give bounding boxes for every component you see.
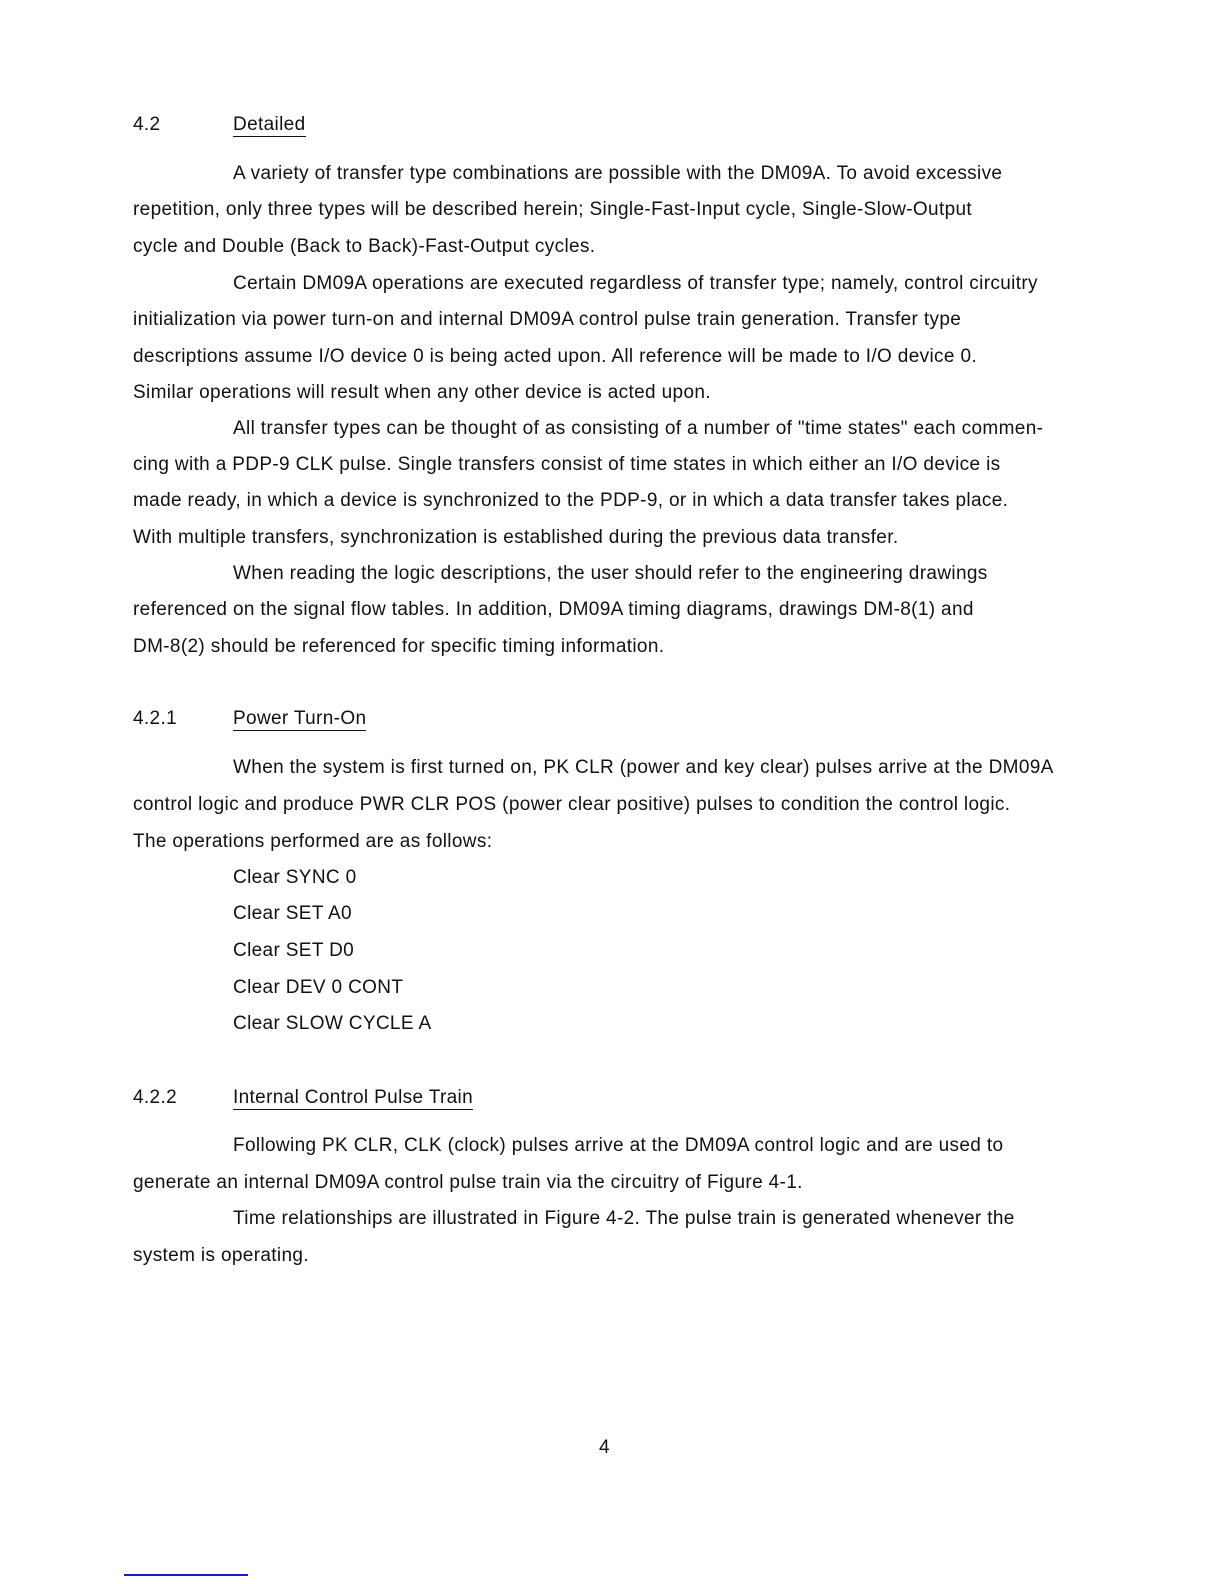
paragraph-line: Similar operations will result when any other device is acted upon.	[133, 382, 711, 403]
section-title: Internal Control Pulse Train	[233, 1087, 474, 1108]
paragraph-line: DM-8(2) should be referenced for specific timing information.	[133, 636, 665, 657]
list-item: Clear SET D0	[233, 940, 355, 961]
paragraph-line: cing with a PDP-9 CLK pulse. Single transfers consist of time states in which either an I/O device is	[133, 454, 1001, 475]
paragraph-line: Certain DM09A operations are executed regardless of transfer type; namely, control circuitry	[233, 273, 1038, 294]
list-item: Clear DEV 0 CONT	[233, 977, 404, 998]
paragraph-line: Following PK CLR, CLK (clock) pulses arrive at the DM09A control logic and are used to	[233, 1135, 1004, 1156]
list-item: Clear SLOW CYCLE A	[233, 1013, 432, 1034]
section-number: 4.2.2	[133, 1087, 178, 1108]
paragraph-line: All transfer types can be thought of as consisting of a number of "time states" each commen-	[233, 418, 1044, 439]
section-title: Detailed	[233, 114, 306, 135]
paragraph-line: cycle and Double (Back to Back)-Fast-Output cycles.	[133, 236, 596, 257]
section-number: 4.2	[133, 114, 161, 135]
paragraph-line: referenced on the signal flow tables. In addition, DM09A timing diagrams, drawings DM-8(1) and	[133, 599, 974, 620]
list-item: Clear SYNC 0	[233, 867, 357, 888]
paragraph-line: Time relationships are illustrated in Figure 4-2. The pulse train is generated whenever the	[233, 1208, 1015, 1229]
paragraph-line: When reading the logic descriptions, the user should refer to the engineering drawings	[233, 563, 988, 584]
paragraph-line: When the system is first turned on, PK CLR (power and key clear) pulses arrive at the DM09A	[233, 757, 1054, 778]
paragraph-line: repetition, only three types will be described herein; Single-Fast-Input cycle, Single-Slow-Output	[133, 199, 973, 220]
section-heading	[233, 1087, 473, 1109]
paragraph-line: made ready, in which a device is synchronized to the PDP-9, or in which a data transfer takes place.	[133, 490, 1009, 511]
paragraph-line: With multiple transfers, synchronization is established during the previous data transfer.	[133, 527, 899, 548]
section-heading	[233, 708, 366, 730]
paragraph-line: A variety of transfer type combinations are possible with the DM09A. To avoid excessive	[233, 163, 1003, 184]
paragraph-line: system is operating.	[133, 1245, 309, 1266]
section-title: Power Turn-On	[233, 708, 367, 729]
paragraph-line: descriptions assume I/O device 0 is being acted upon. All reference will be made to I/O device 0.	[133, 346, 977, 367]
page-number: 4	[599, 1437, 610, 1458]
section-number: 4.2.1	[133, 708, 178, 729]
paragraph-line: generate an internal DM09A control pulse train via the circuitry of Figure 4-1.	[133, 1172, 803, 1193]
paragraph-line: initialization via power turn-on and internal DM09A control pulse train generation. Transfer type	[133, 309, 962, 330]
paragraph-line: The operations performed are as follows:	[133, 831, 493, 852]
footer-rule	[124, 1574, 248, 1576]
list-item: Clear SET A0	[233, 903, 352, 924]
paragraph-line: control logic and produce PWR CLR POS (power clear positive) pulses to condition the control logic.	[133, 794, 1011, 815]
section-heading	[233, 114, 306, 136]
